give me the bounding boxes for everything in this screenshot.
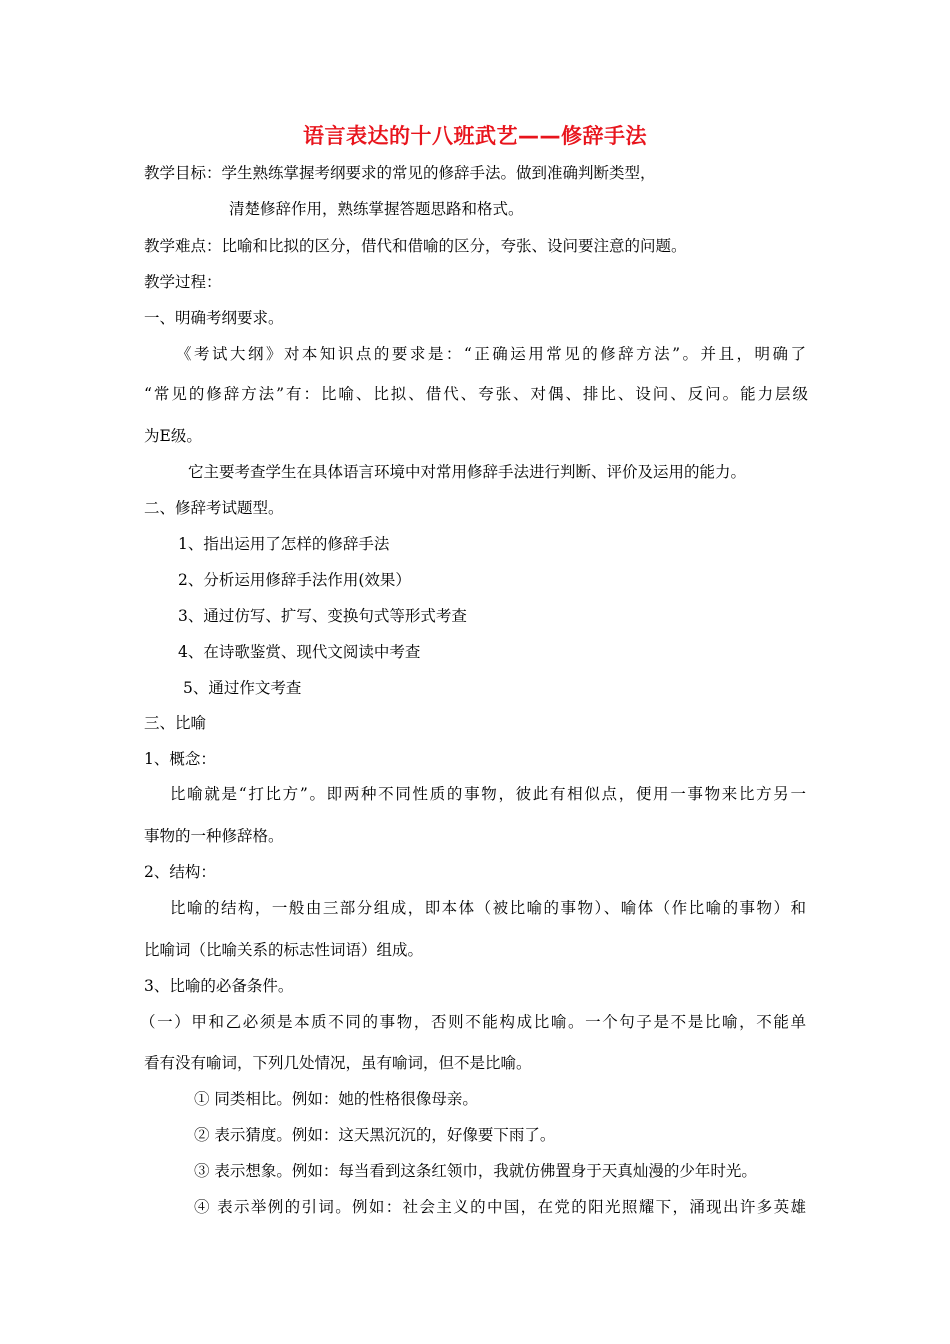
paragraph-line: 比喻词（比喻关系的标志性词语）组成。	[144, 941, 424, 959]
list-item: 4、在诗歌鉴赏、现代文阅读中考查	[178, 643, 421, 661]
list-item: 2、分析运用修辞手法作用(效果）	[178, 571, 411, 589]
section-2-heading: 二、修辞考试题型。	[144, 499, 284, 517]
example-item: ② 表示猜度。例如：这天黑沉沉的，好像要下雨了。	[194, 1126, 556, 1144]
teaching-process-heading: 教学过程：	[144, 273, 222, 291]
example-item: ④ 表示举例的引词。例如：社会主义的中国，在党的阳光照耀下，涌现出许多英雄	[194, 1198, 806, 1216]
list-item: 5、通过作文考查	[183, 679, 302, 697]
teaching-difficulty-line: 教学难点：比喻和比拟的区分，借代和借喻的区分，夸张、设问要注意的问题。	[144, 237, 687, 255]
teaching-goal-line-1: 教学目标：学生熟练掌握考纲要求的常见的修辞手法。做到准确判断类型，	[144, 164, 656, 182]
subheading: 1、概念：	[144, 750, 216, 768]
paragraph-line: “常见的修辞方法”有：比喻、比拟、借代、夸张、对偶、排比、设问、反问。能力层级	[144, 385, 808, 403]
paragraph-line: 它主要考查学生在具体语言环境中对常用修辞手法进行判断、评价及运用的能力。	[188, 463, 747, 481]
subheading: 3、比喻的必备条件。	[144, 977, 294, 995]
subheading: 2、结构：	[144, 863, 216, 881]
list-item: 1、指出运用了怎样的修辞手法	[178, 535, 390, 553]
teaching-goal-line-2: 清楚修辞作用，熟练掌握答题思路和格式。	[229, 200, 524, 218]
section-1-heading: 一、明确考纲要求。	[144, 309, 284, 327]
paragraph-line: 为E级。	[144, 427, 202, 445]
document-title: 语言表达的十八班武艺——修辞手法	[303, 124, 647, 148]
section-3-heading: 三、比喻	[144, 714, 207, 732]
paragraph-line: 看有没有喻词，下列几处情况，虽有喻词，但不是比喻。	[144, 1054, 532, 1072]
example-item: ③ 表示想象。例如：每当看到这条红领巾，我就仿佛置身于天真灿漫的少年时光。	[194, 1162, 757, 1180]
paragraph-line: 比喻的结构，一般由三部分组成，即本体（被比喻的事物）、喻体（作比喻的事物）和	[170, 899, 806, 917]
list-item: 3、通过仿写、扩写、变换句式等形式考查	[178, 607, 467, 625]
paragraph-line: 比喻就是“打比方”。即两种不同性质的事物，彼此有相似点，便用一事物来比方另一	[170, 785, 806, 803]
paragraph-line: 事物的一种修辞格。	[144, 827, 284, 845]
example-item: ① 同类相比。例如：她的性格很像母亲。	[194, 1090, 478, 1108]
paragraph-line: 《考试大纲》对本知识点的要求是：“正确运用常见的修辞方法”。并且，明确了	[176, 345, 806, 363]
paragraph-line: （一）甲和乙必须是本质不同的事物，否则不能构成比喻。一个句子是不是比喻，不能单	[140, 1013, 806, 1031]
